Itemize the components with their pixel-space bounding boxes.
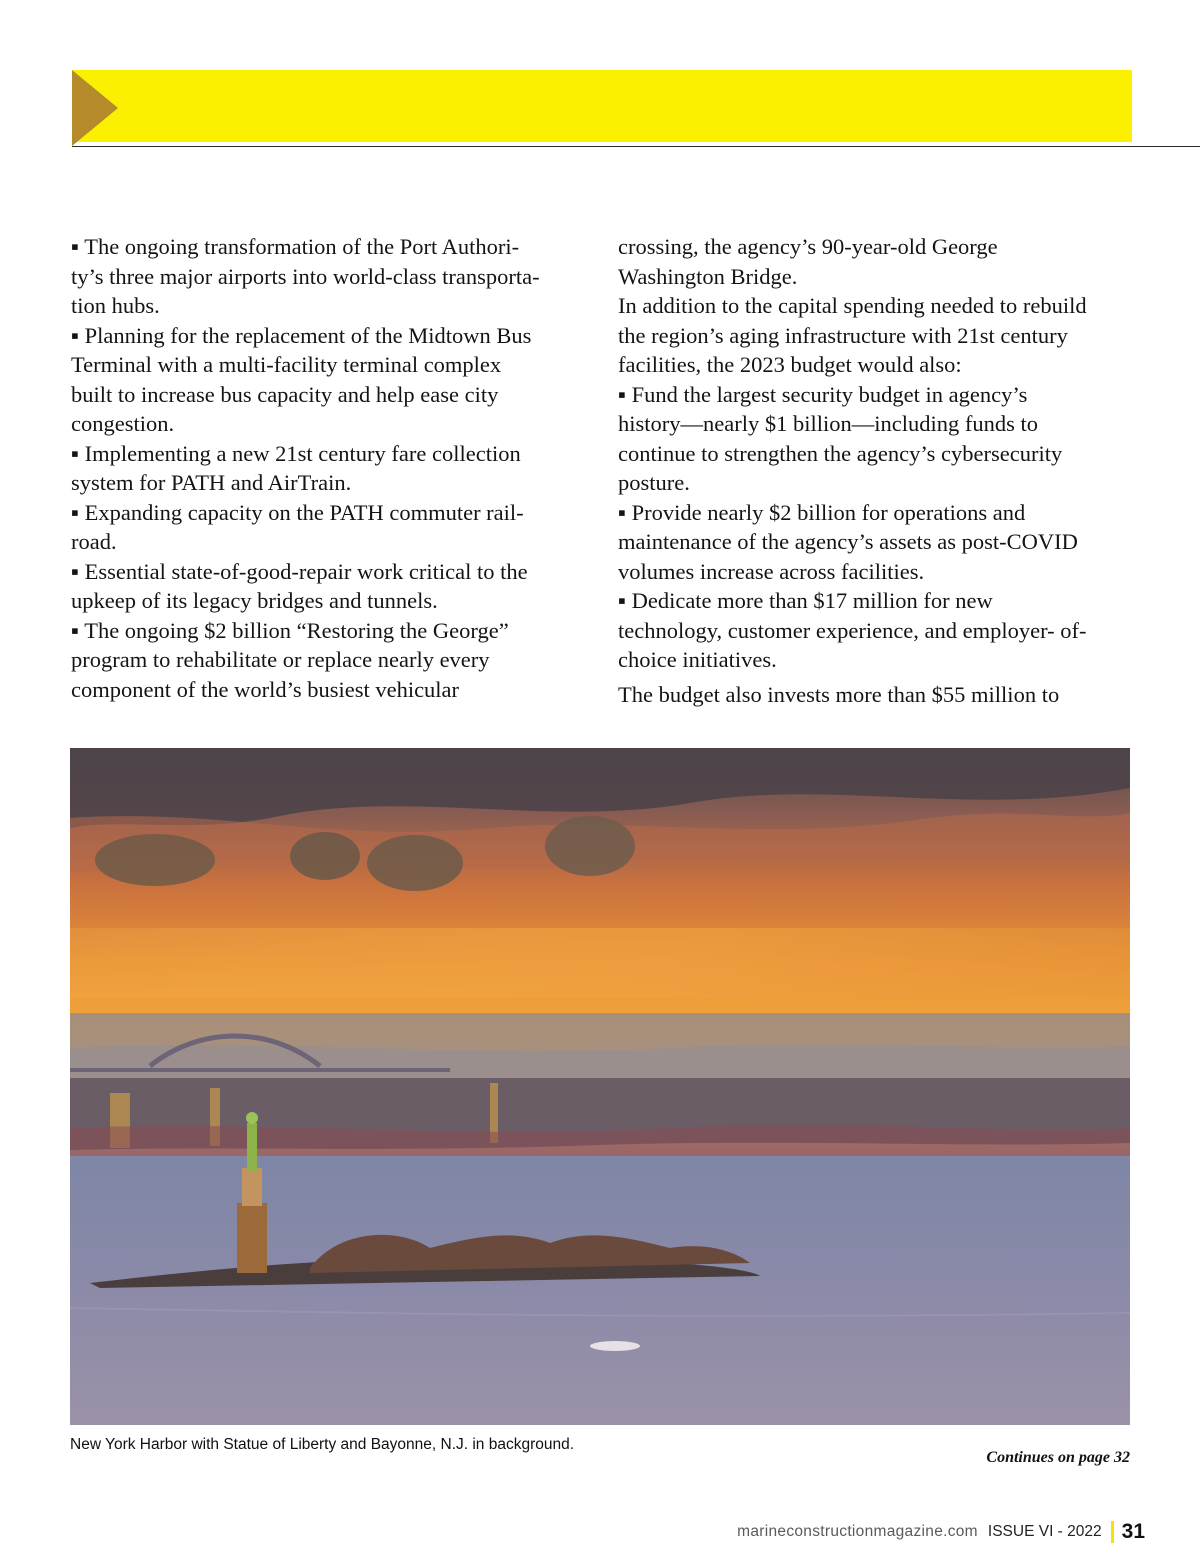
header-rule (72, 146, 1200, 147)
continues-link: Continues on page 32 (986, 1449, 1130, 1466)
section-arrow-icon (72, 70, 118, 146)
text-line: facilities, the 2023 budget would also: (618, 352, 962, 377)
text-line: congestion. (71, 411, 175, 436)
text-line: The budget also invests more than $55 million to (618, 681, 1060, 707)
text-line: Terminal with a multi-facility terminal complex (71, 352, 502, 377)
footer-issue: ISSUE VI - 2022 (987, 1523, 1102, 1540)
text-line: tion hubs. (71, 293, 160, 318)
page-footer (737, 1518, 1145, 1546)
text-line: technology, customer experience, and employer- of- (618, 617, 1087, 643)
text-line: ▪ Dedicate more than $17 million for new (618, 588, 993, 613)
text-line: ▪ Implementing a new 21st century fare collection (71, 440, 521, 466)
text-line: ▪ The ongoing transformation of the Port Authori- (71, 234, 520, 259)
text-line: ty’s three major airports into world-class transporta- (71, 263, 540, 289)
text-line: component of the world’s busiest vehicular (71, 676, 460, 702)
text-line: In addition to the capital spending needed to rebuild (618, 293, 1087, 318)
text-line: ▪ The ongoing $2 billion “Restoring the George” (71, 617, 509, 643)
text-line: program to rehabilitate or replace nearly every (71, 647, 490, 672)
text-line: upkeep of its legacy bridges and tunnels. (71, 588, 438, 613)
text-line: system for PATH and AirTrain. (71, 470, 352, 495)
text-line: road. (71, 529, 117, 554)
text-line: history—nearly $1 billion—including funds to (618, 411, 1038, 436)
text-line: volumes increase across facilities. (618, 558, 925, 584)
harbor-photo (70, 748, 1130, 1425)
text-line: posture. (618, 470, 690, 495)
text-line: ▪ Provide nearly $2 billion for operations and (618, 499, 1026, 525)
footer-url: marineconstructionmagazine.com (737, 1523, 978, 1540)
text-line: built to increase bus capacity and help ease city (71, 381, 499, 407)
photo-caption: New York Harbor with Statue of Liberty and Bayonne, N.J. in background. (70, 1436, 575, 1453)
text-line: ▪ Fund the largest security budget in agency’s (618, 381, 1028, 407)
section-header-band (72, 70, 1132, 142)
text-line: Washington Bridge. (618, 263, 798, 289)
text-line: ▪ Essential state-of-good-repair work critical to the (71, 558, 528, 584)
text-line: continue to strengthen the agency’s cybersecurity (618, 440, 1063, 466)
article-column-left (71, 232, 591, 704)
text-line: crossing, the agency’s 90-year-old George (618, 234, 998, 259)
text-line: the region’s aging infrastructure with 21st century (618, 322, 1068, 348)
text-line: ▪ Planning for the replacement of the Midtown Bus (71, 322, 532, 348)
article-column-right (618, 232, 1138, 709)
text-line: choice initiatives. (618, 647, 777, 672)
text-line: maintenance of the agency’s assets as post-COVID (618, 529, 1078, 554)
text-line: ▪ Expanding capacity on the PATH commuter rail- (71, 499, 524, 525)
page-number: 31 (1121, 1520, 1145, 1543)
footer-divider (1111, 1521, 1114, 1543)
